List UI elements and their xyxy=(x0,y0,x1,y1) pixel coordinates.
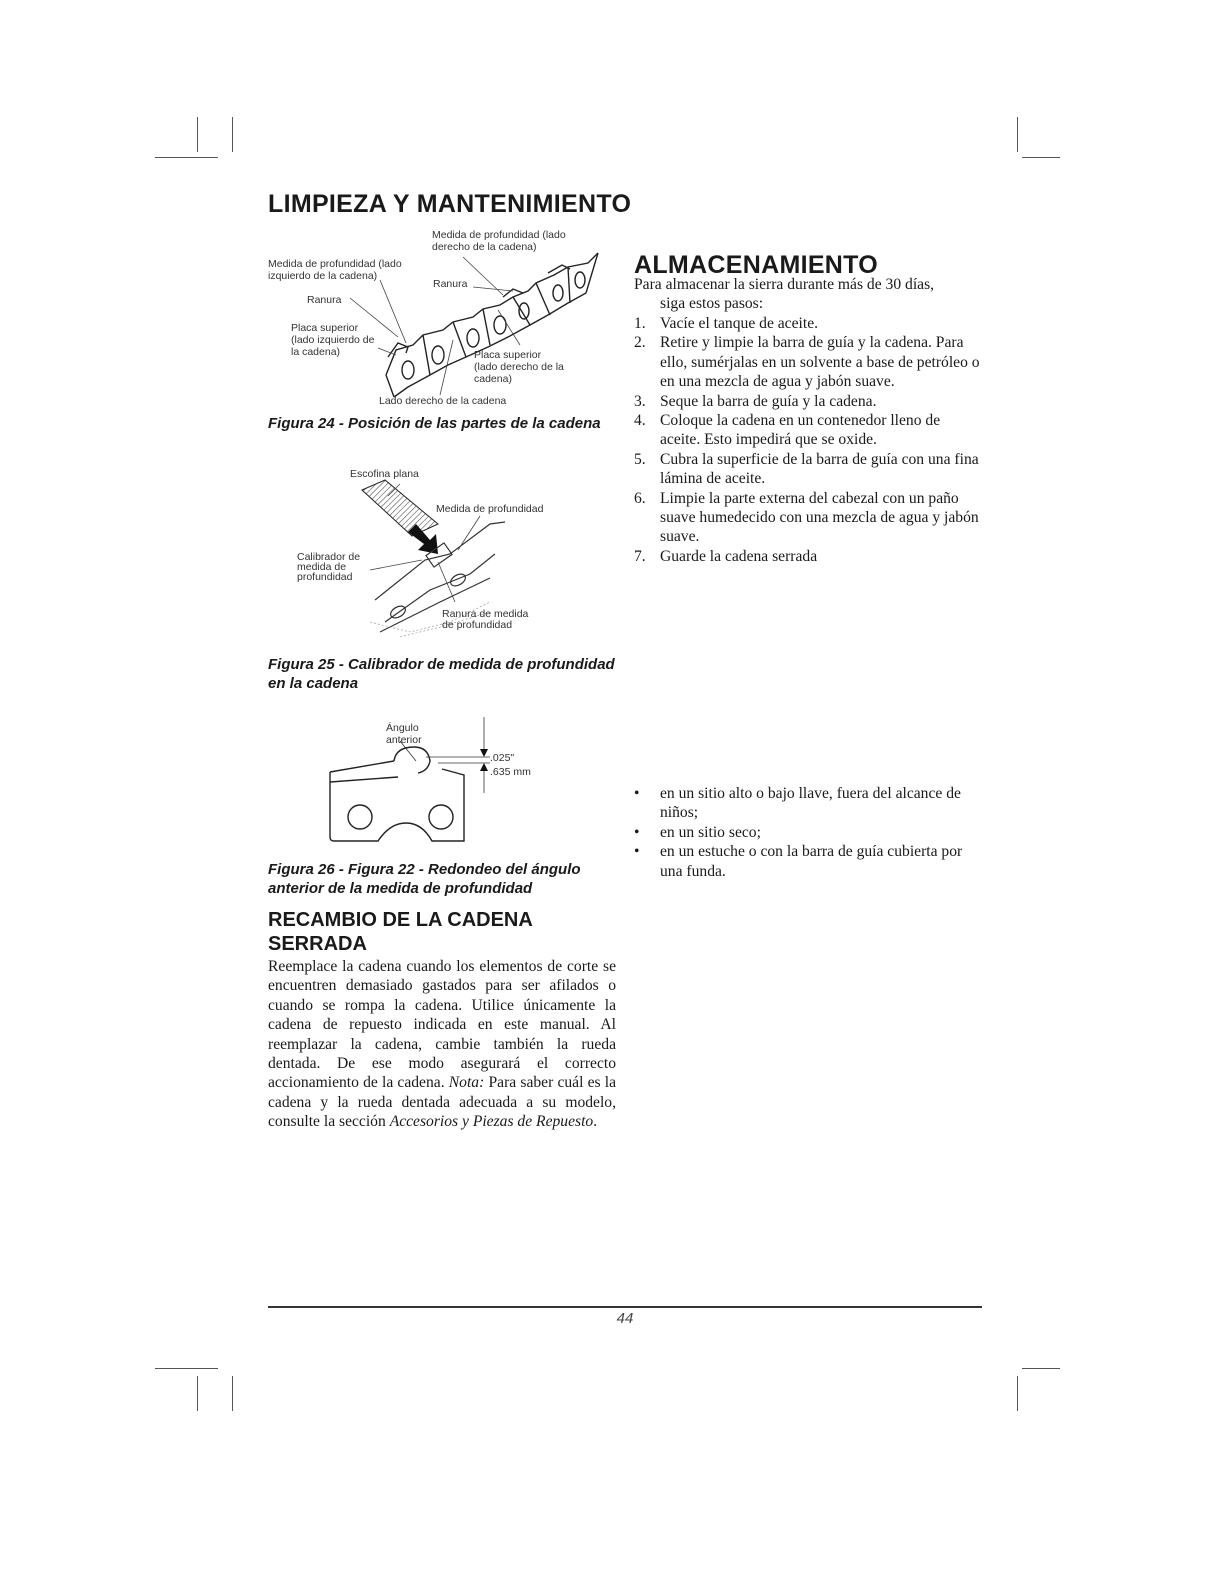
svg-text:.635 mm xyxy=(490,766,531,778)
svg-text:Placa superior xyxy=(474,349,542,361)
fig25-label: Ranura de medida xyxy=(442,608,529,620)
replacement-text: Para saber cuál es la cadena y la rueda dentada adecuada a su modelo, consulte la sección xyxy=(268,1074,617,1131)
bullet-icon: • xyxy=(634,823,640,841)
fig25-label: de profundidad xyxy=(442,619,513,631)
crop-mark xyxy=(1022,157,1060,158)
fig24-label: (lado derecho de la xyxy=(474,361,564,373)
list-item xyxy=(634,489,984,547)
crop-mark xyxy=(232,117,233,152)
svg-text:Lado derecho de la cadena xyxy=(379,395,506,407)
fig24-label: Ranura xyxy=(433,278,468,290)
replacement-end: . xyxy=(593,1113,598,1131)
note-label: Nota: xyxy=(448,1074,485,1092)
step-number: 2. xyxy=(634,334,646,352)
crop-mark xyxy=(232,1376,233,1411)
svg-text:profundidad xyxy=(297,571,353,583)
page-number: 44 xyxy=(616,1310,634,1327)
list-item xyxy=(634,842,984,881)
fig25-label: Calibrador de xyxy=(297,551,361,563)
fig25-label: profundidad xyxy=(297,571,353,583)
figure-25-caption: Figura 25 - Calibrador de medida de profundidad en la cadena xyxy=(268,656,615,692)
fig24-label: Medida de profundidad (lado xyxy=(432,229,566,241)
list-item xyxy=(634,333,984,391)
step-number: 1. xyxy=(634,315,646,332)
figure-26-front-angle xyxy=(318,717,578,847)
footer-rule xyxy=(268,1306,982,1308)
step-number: 3. xyxy=(634,392,646,410)
step-number: 6. xyxy=(634,489,646,507)
svg-text:Escofina plana xyxy=(350,468,419,480)
list-item xyxy=(634,450,984,489)
svg-text:cadena) xyxy=(474,373,512,385)
figure-25-depth-gauge xyxy=(290,462,570,642)
storage-intro-line: Para almacenar la sierra durante más de 30 días, xyxy=(634,276,935,293)
list-item xyxy=(634,392,984,411)
svg-text:la cadena) xyxy=(291,346,340,358)
fig24-label: la cadena) xyxy=(291,346,341,358)
bullet-icon: • xyxy=(634,843,640,861)
replacement-text: Reemplace la cadena cuando los elementos de corte se encuentren demasiado gastados para ser afilados o cuando se rompa la cadena. Utilice únicamente la cadena de repuesto indicada en este manual. Al reemplazar la cadena, cambie también la rueda dentada. De ese modo asegurará el correcto accionamiento de la cadena. xyxy=(268,958,616,1092)
fig25-label: Medida de profundidad xyxy=(436,503,544,515)
crop-mark xyxy=(1022,1368,1060,1369)
step-text: Coloque la cadena en un contenedor lleno de aceite. Esto impedirá que se oxide. xyxy=(660,412,941,449)
step-text: Seque la barra de guía y la cadena. xyxy=(660,392,877,410)
storage-intro xyxy=(634,275,982,314)
replacement-title: RECAMBIO DE LA CADENA SERRADA xyxy=(268,909,533,955)
crop-mark xyxy=(197,1376,198,1411)
svg-text:Medida de profundidad (lado xyxy=(268,258,402,270)
step-text: Retire y limpie la barra de guía y la cadena. Para ello, sumérjalas en un solvente a base de petróleo o en una mezcla de agua y jabón suave. xyxy=(660,334,980,391)
fig24-label: Ranura xyxy=(307,294,342,306)
storage-bullets xyxy=(634,784,984,881)
step-number: 4. xyxy=(634,412,646,430)
storage-steps xyxy=(634,314,984,566)
bullet-text: en un estuche o con la barra de guía cubierta por una funda. xyxy=(660,843,963,880)
storage-title: ALMACENAMIENTO xyxy=(634,251,879,279)
crop-mark xyxy=(1017,117,1018,152)
crop-mark xyxy=(1017,1376,1018,1411)
svg-text:Placa superior xyxy=(291,322,359,334)
bullet-text: en un sitio seco; xyxy=(660,823,761,841)
fig24-label: derecho de la cadena) xyxy=(432,241,537,253)
fig26-label: Ángulo xyxy=(386,722,419,734)
list-item xyxy=(634,784,984,823)
list-item xyxy=(634,823,984,842)
svg-text:.025" xyxy=(490,752,514,764)
fig24-label: Placa superior xyxy=(474,349,542,361)
figure-26-caption: Figura 26 - Figura 22 - Redondeo del ángulo anterior de la medida de profundidad xyxy=(268,861,581,897)
crop-mark xyxy=(197,117,198,152)
list-item xyxy=(634,547,984,566)
section-title: LIMPIEZA Y MANTENIMIENTO xyxy=(268,190,632,218)
step-text: Cubra la superficie de la barra de guía con una fina lámina de aceite. xyxy=(660,450,979,488)
flat-file-icon xyxy=(362,480,438,536)
step-text: Guarde la cadena serrada xyxy=(660,547,818,565)
fig26-label: .635 mm xyxy=(490,766,531,778)
crop-mark xyxy=(155,157,218,158)
svg-text:Ángulo xyxy=(386,721,419,734)
svg-text:(lado izquierdo de xyxy=(291,334,375,346)
bullet-icon: • xyxy=(634,785,640,802)
svg-text:Medida de profundidad (lado xyxy=(432,229,566,241)
svg-text:derecho de la cadena) xyxy=(432,241,537,253)
fig24-label: (lado izquierdo de xyxy=(291,334,375,346)
fig24-label: cadena) xyxy=(474,373,512,385)
fig25-label: medida de xyxy=(297,561,347,573)
list-item xyxy=(634,411,984,450)
figure-24-caption: Figura 24 - Posición de las partes de la cadena xyxy=(268,415,601,432)
step-number: 7. xyxy=(634,547,646,565)
figure-24-chain-parts xyxy=(268,225,618,410)
replacement-paragraph xyxy=(268,957,616,1132)
fig25-label: Escofina plana xyxy=(350,468,419,480)
svg-text:de profundidad xyxy=(442,619,512,631)
step-text: Vacíe el tanque de aceite. xyxy=(660,315,819,332)
svg-text:Medida de profundidad xyxy=(436,503,544,515)
fig24-label: Lado derecho de la cadena xyxy=(379,395,507,407)
list-item xyxy=(634,314,984,333)
crop-mark xyxy=(155,1368,218,1369)
section-reference: Accesorios y Piezas de Repuesto xyxy=(389,1113,594,1131)
fig26-label: .025" xyxy=(490,752,515,764)
svg-text:izquierdo de la cadena) xyxy=(268,270,377,282)
svg-text:Ranura xyxy=(307,294,342,306)
fig24-label: izquierdo de la cadena) xyxy=(268,270,378,282)
fig24-label: Placa superior xyxy=(291,322,359,334)
svg-text:Ranura xyxy=(433,278,468,290)
fig24-label: Medida de profundidad (lado xyxy=(268,258,402,270)
step-text: Limpie la parte externa del cabezal con un paño suave humedecido con una mezcla de agua y jabón suave. xyxy=(660,489,979,546)
svg-text:(lado derecho de la xyxy=(474,361,564,373)
step-number: 5. xyxy=(634,450,646,468)
storage-intro-line: siga estos pasos: xyxy=(660,295,764,313)
fig26-label: anterior xyxy=(386,734,422,746)
svg-text:anterior xyxy=(386,734,422,746)
bullet-text: en un sitio alto o bajo llave, fuera del alcance de niños; xyxy=(660,785,961,822)
